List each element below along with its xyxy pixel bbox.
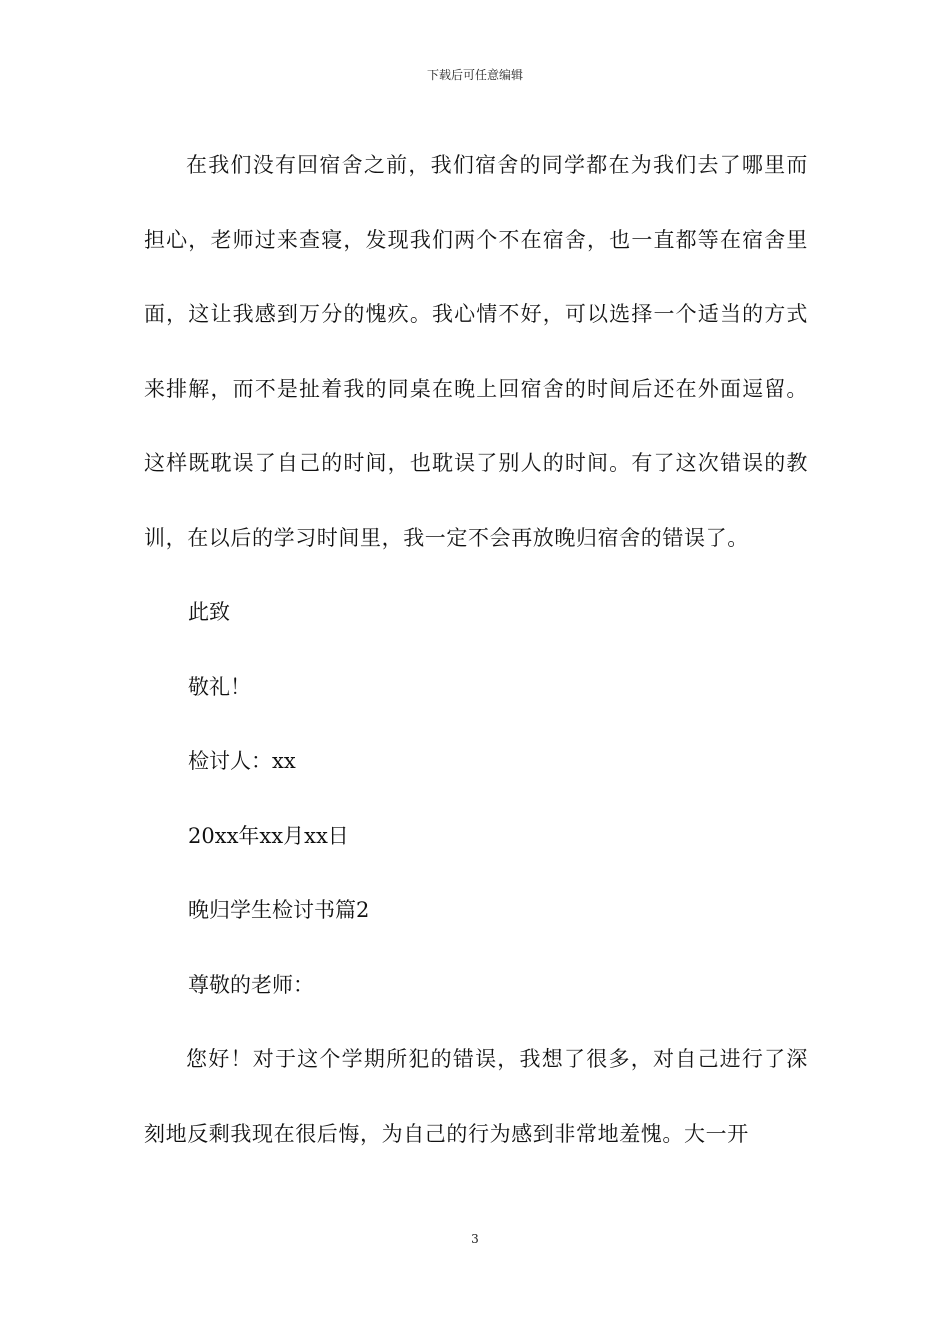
body-paragraph-continued: 您好！对于这个学期所犯的错误，我想了很多，对自己进行了深刻地反剩我现在很后悔，为自己的行为感到非常地羞愧。大一开 <box>144 1047 808 1146</box>
closing-line: 此致 <box>188 600 230 624</box>
section-title: 晚归学生检讨书篇2 <box>188 898 370 922</box>
signer-line: 检讨人：xx <box>188 749 296 773</box>
page-number: 3 <box>471 1232 479 1246</box>
date-line: 20xx年xx月xx日 <box>188 823 349 848</box>
body-paragraph: 在我们没有回宿舍之前，我们宿舍的同学都在为我们去了哪里而担心，老师过来查寝，发现我们两个不在宿舍，也一直都等在宿舍里面，这让我感到万分的愧疚。我心情不好，可以选择一个适当的方式来排解，而不是扯着我的同桌在晚上回宿舍的时间后还在外面逗留。这样既耽误了自己的时间，也耽误了别人的时间。有了这次错误的教训，在以后的学习时间里，我一定不会再放晚归宿舍的错误了。 <box>144 153 808 550</box>
document-body <box>144 128 808 1171</box>
salutation-line: 尊敬的老师： <box>188 972 314 997</box>
page-header: 下载后可任意编辑 <box>426 68 523 82</box>
closing-salute: 敬礼！ <box>188 674 251 699</box>
